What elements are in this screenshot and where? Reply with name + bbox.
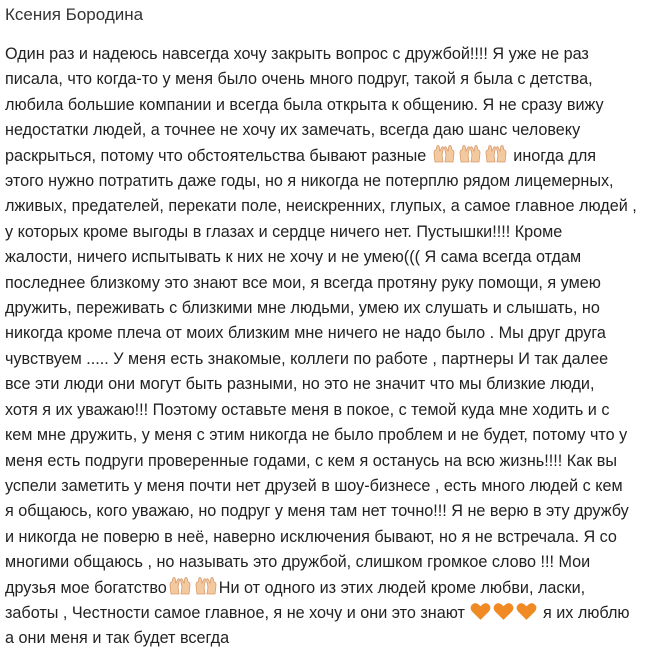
orange-heart-emoji — [470, 602, 491, 621]
text-line — [5, 144, 666, 169]
text-line: чувствуем ..... У меня есть знакомые, коллеги по работе , партнеры И так далее — [5, 349, 609, 368]
post-author: Ксения Бородина — [5, 5, 144, 24]
text-line: никогда кроме плеча от моих близким мне ничего не надо было . Мы друг друга — [5, 324, 606, 343]
orange-heart-emoji — [516, 602, 537, 621]
text-line: хотя я их уважаю!!! Поэтому оставьте меня в покое, с темой куда мне ходить и с — [5, 400, 610, 419]
text-line: и никогда не поверю в неё, наверно исключения бывают, но я не встречала. Я со — [5, 527, 617, 546]
text-segment: заботы , Честности самое главное, я не хочу и они это знают — [5, 603, 470, 622]
text-line — [5, 576, 666, 601]
text-line: любила большие компании и всегда была открыта к общению. Я не сразу вижу — [5, 95, 604, 114]
text-line: этого нужно потратить даже годы, но я никогда не потерплю рядом лицемерных, — [5, 172, 614, 191]
raised-hands-emoji — [484, 144, 508, 164]
text-segment: иногда для — [508, 146, 597, 165]
text-line: кем мне дружить, у меня с этим никогда не было проблем и не будет, потому что у — [5, 426, 628, 445]
text-line: многими общаюсь , но называть это дружбой, слишком громкое слово !!! Мои — [5, 553, 591, 572]
text-line: успели заметить у меня почти нет друзей в шоу-бизнесе , есть много людей с кем — [5, 476, 623, 495]
text-segment: Ни от одного из этих людей кроме любви, ласки, — [218, 578, 586, 597]
text-line: у которых кроме выгоды в глазах и сердце ничего нет. Пустышки!!!! Кроме — [5, 222, 563, 241]
orange-heart-emoji — [493, 602, 514, 621]
raised-hands-emoji — [432, 144, 456, 164]
text-line: последнее близкому это знают все мои, я всегда протяну руку помощи, я умею — [5, 273, 601, 292]
raised-hands-emoji — [458, 144, 482, 164]
text-line: все эти люди они могут быть разными, но это не значит что мы близкие люди, — [5, 375, 595, 394]
raised-hands-emoji — [168, 576, 192, 596]
text-line: лживых, предателей, перекати поле, неискренних, глупых, а самое главное людей , — [5, 197, 637, 216]
text-line: дружить, переживать с близкими мне людьми, умею их слушать и слышать, но — [5, 299, 600, 318]
text-segment: друзья мое богатство — [5, 578, 167, 597]
post-text — [5, 42, 666, 652]
text-line: я общаюсь, кого уважаю, но подруг у меня там нет точно!!! Я не верю в эту дружбу — [5, 502, 629, 521]
text-line: недостатки людей, а точнее не хочу их замечать, всегда даю шанс человеку — [5, 121, 581, 140]
text-line: Один раз и надеюсь навсегда хочу закрыть вопрос с дружбой!!!! Я уже не раз — [5, 45, 589, 63]
text-segment: я их люблю — [538, 603, 630, 622]
raised-hands-emoji — [194, 576, 218, 596]
text-line: жалости, ничего испытывать к них не хочу и не умею((( Я сама всегда отдам — [5, 248, 582, 267]
text-line: меня есть подруги проверенные годами, с кем я останусь на всю жизнь!!!! Как вы — [5, 451, 617, 470]
text-line: а они меня и так будет всегда — [5, 629, 230, 648]
text-line: писала, что когда-то у меня было очень много подруг, такой я была с детства, — [5, 70, 593, 89]
text-line — [5, 601, 666, 626]
text-segment: раскрыться, потому что обстоятельства бывают разные — [5, 146, 431, 165]
